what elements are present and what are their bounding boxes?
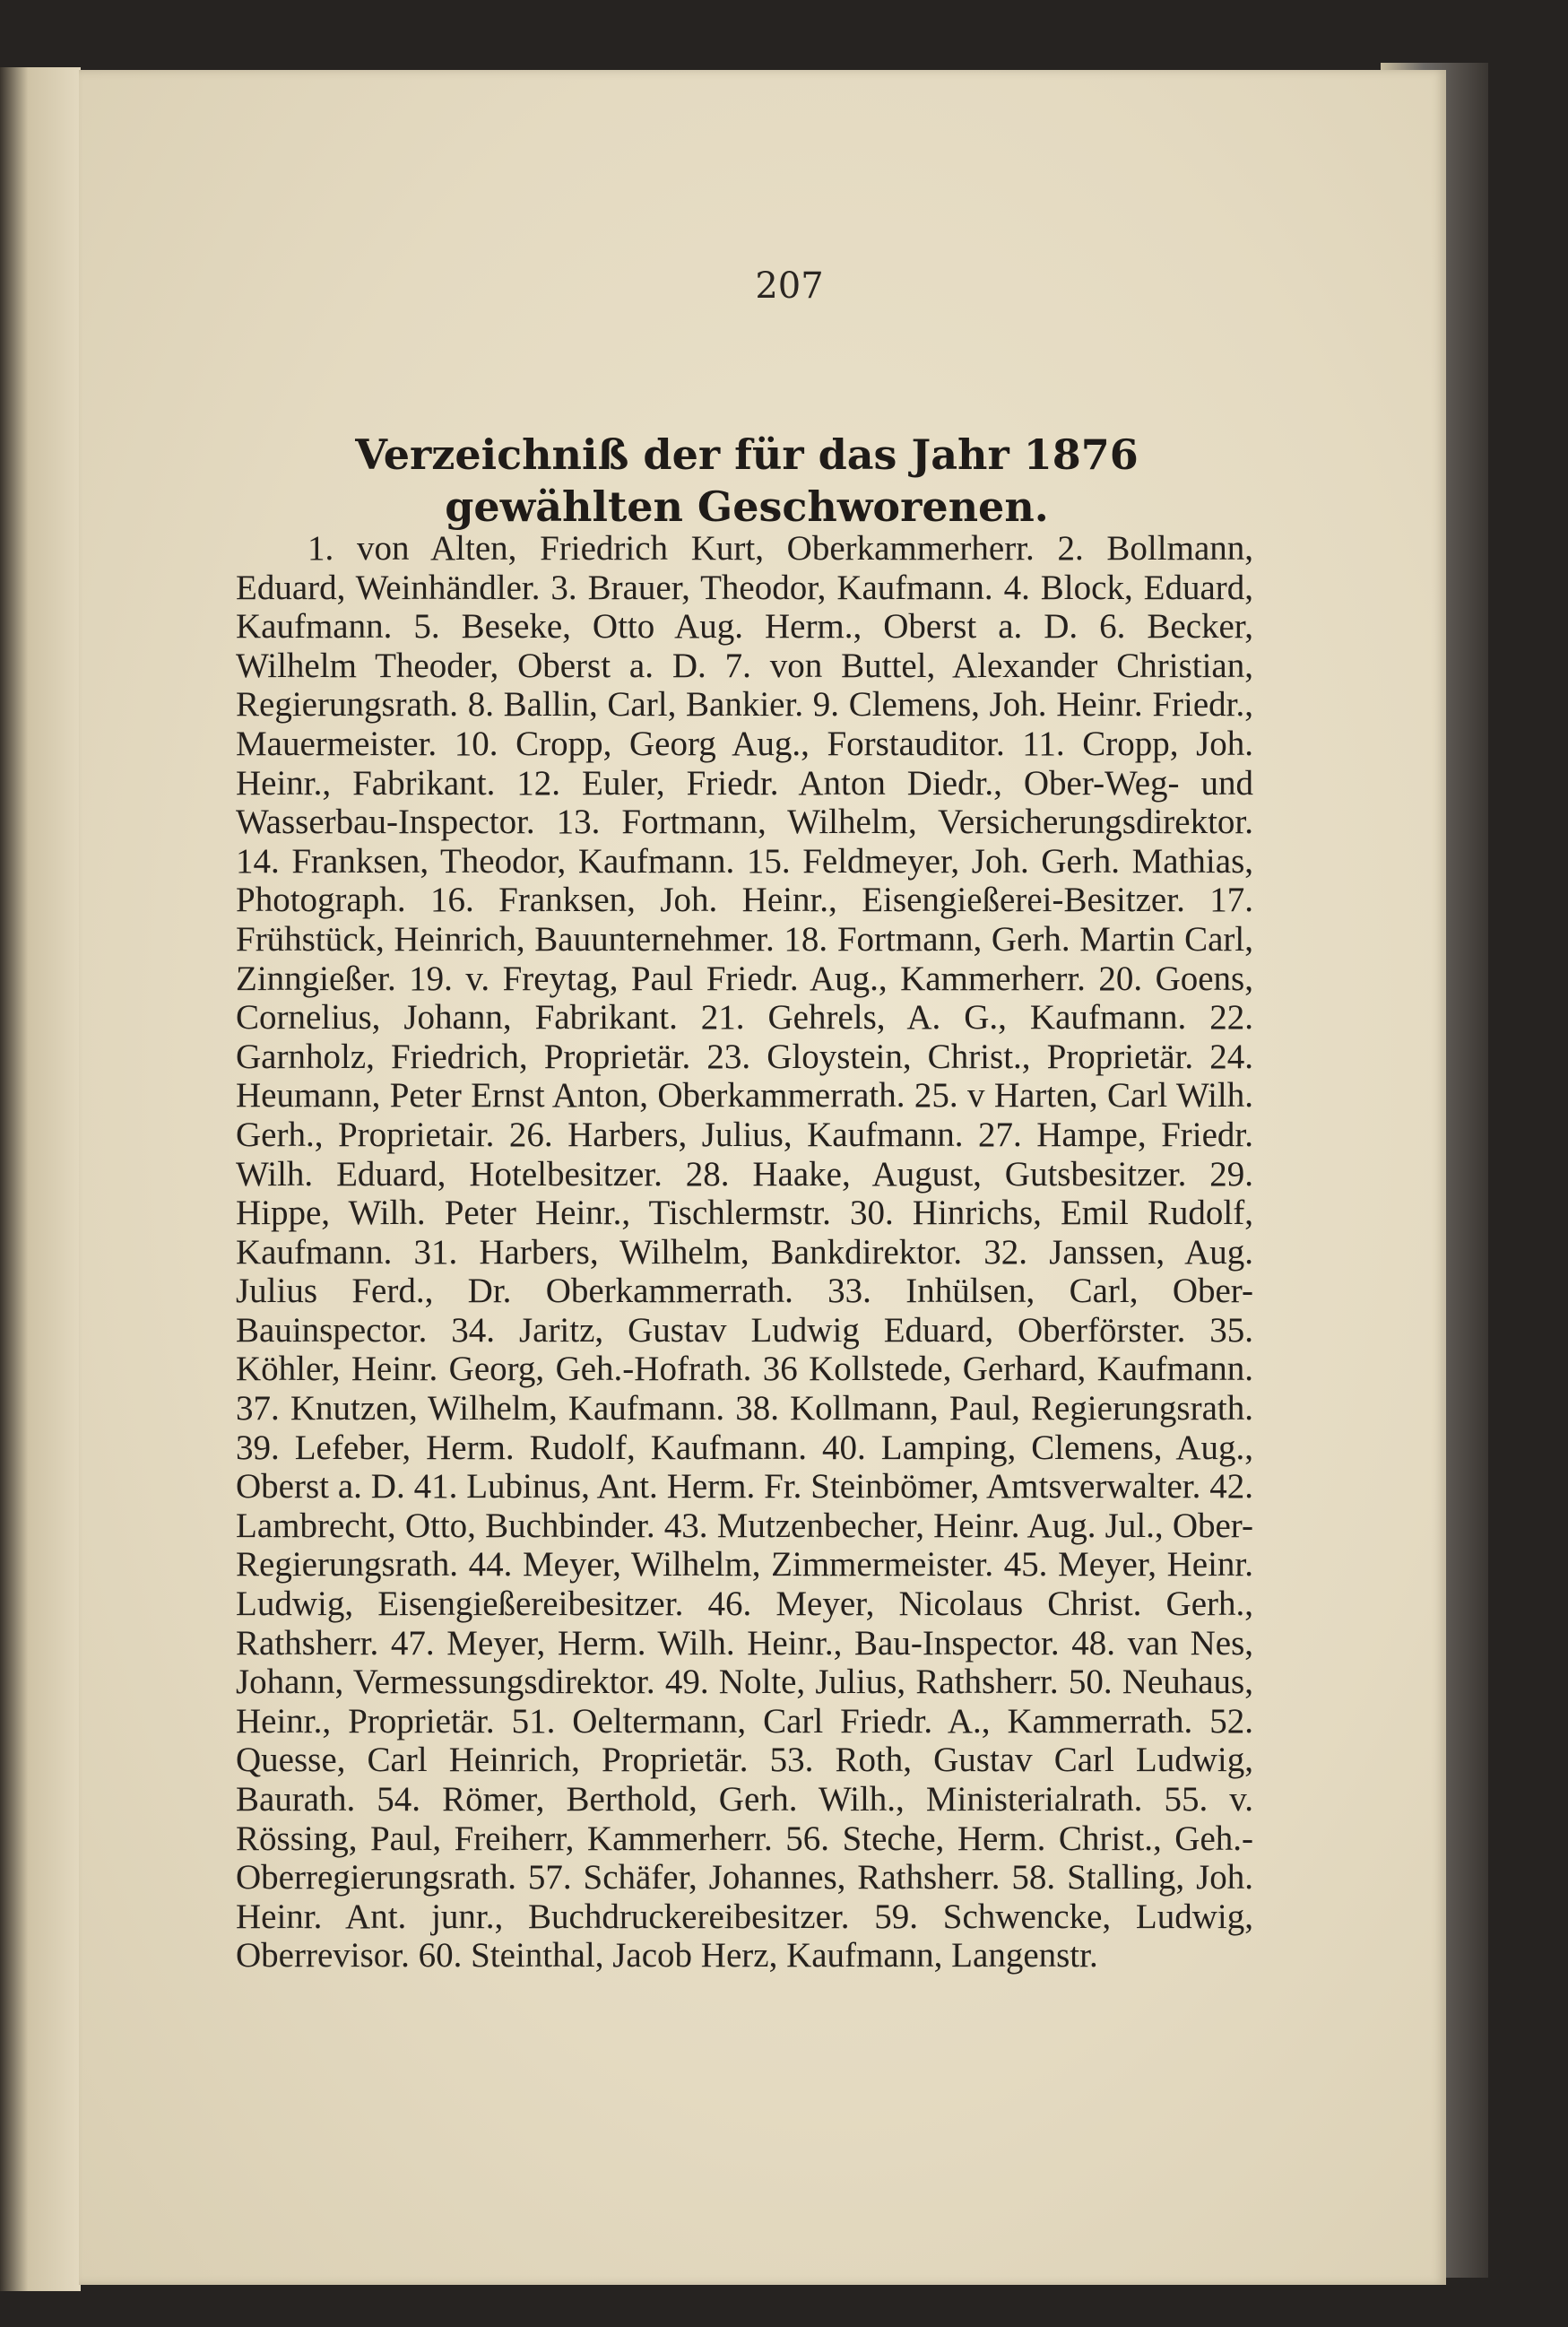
juror-list bbox=[236, 529, 1253, 1975]
page-number: 207 bbox=[755, 265, 824, 307]
book-page bbox=[79, 70, 1446, 2285]
facing-page-edge bbox=[0, 67, 81, 2291]
juror-list-text: 1. von Alten, Friedrich Kurt, Oberkammerherr. 2. Bollmann, Eduard, Weinhändler. 3. Brauer, Theodor, Kaufmann. 4. Block, Eduard, Kaufmann. 5. Beseke, Otto Aug. Herm., Oberst a. D. 6. Becker, Wilhelm Theoder, Oberst a. D. 7. von Buttel, Alexander Christian, Regierungsrath. 8. Ballin, Carl, Bankier. 9. Clemens, Joh. Heinr. Friedr., Mauermeister. 10. Cropp, Georg Aug., Forstauditor. 11. Cropp, Joh. Heinr., Fabrikant. 12. Euler, Friedr. Anton Diedr., Ober-Weg- und Wasserbau-Inspector. 13. Fortmann, Wilhelm, Versicherungsdirektor. 14. Franksen, Theodor, Kaufmann. 15. Feldmeyer, Joh. Gerh. Mathias, Photograph. 16. Franksen, Joh. Heinr., Eisengießerei-Besitzer. 17. Frühstück, Heinrich, Bauunternehmer. 18. Fortmann, Gerh. Martin Carl, Zinngießer. 19. v. Freytag, Paul Friedr. Aug., Kammerherr. 20. Goens, Cornelius, Johann, Fabrikant. 21. Gehrels, A. G., Kaufmann. 22. Garnholz, Friedrich, Proprietär. 23. Gloystein, Christ., Proprietär. 24. Heumann, Peter Ernst Anton, Oberkammerrath. 25. v Harten, Carl Wilh. Gerh., Proprietair. 26. Harbers, Julius, Kaufmann. 27. Hampe, Friedr. Wilh. Eduard, Hotelbesitzer. 28. Haake, August, Gutsbesitzer. 29. Hippe, Wilh. Peter Heinr., Tischlermstr. 30. Hinrichs, Emil Rudolf, Kaufmann. 31. Harbers, Wilhelm, Bankdirektor. 32. Janssen, Aug. Julius Ferd., Dr. Oberkammerrath. 33. Inhülsen, Carl, Ober-Bauinspector. 34. Jaritz, Gustav Ludwig Eduard, Oberförster. 35. Köhler, Heinr. Georg, Geh.-Hofrath. 36 Kollstede, Gerhard, Kaufmann. 37. Knutzen, Wilhelm, Kaufmann. 38. Kollmann, Paul, Regierungsrath. 39. Lefeber, Herm. Rudolf, Kaufmann. 40. Lamping, Clemens, Aug., Oberst a. D. 41. Lubinus, Ant. Herm. Fr. Steinbömer, Amtsverwalter. 42. Lambrecht, Otto, Buchbinder. 43. Mutzenbecher, Heinr. Aug. Jul., Ober-Regierungsrath. 44. Meyer, Wilhelm, Zimmermeister. 45. Meyer, Heinr. Ludwig, Eisengießereibesitzer. 46. Meyer, Nicolaus Christ. Gerh., Rathsherr. 47. Meyer, Herm. Wilh. Heinr., Bau-Inspector. 48. van Nes, Johann, Vermessungsdirektor. 49. Nolte, Julius, Rathsherr. 50. Neuhaus, Heinr., Proprietär. 51. Oeltermann, Carl Friedr. A., Kammerrath. 52. Quesse, Carl Heinrich, Proprietär. 53. Roth, Gustav Carl Ludwig, Baurath. 54. Römer, Berthold, Gerh. Wilh., Ministerialrath. 55. v. Rössing, Paul, Freiherr, Kammerherr. 56. Steche, Herm. Christ., Geh.-Oberregierungsrath. 57. Schäfer, Johannes, Rathsherr. 58. Stalling, Joh. Heinr. Ant. junr., Buchdruckereibesitzer. 59. Schwencke, Ludwig, Oberrevisor. 60. Steinthal, Jacob Herz, Kaufmann, Langenstr. bbox=[236, 529, 1253, 1975]
list-heading: Verzeichniß der für das Jahr 1876 gewählten Geschworenen. bbox=[355, 430, 1139, 531]
